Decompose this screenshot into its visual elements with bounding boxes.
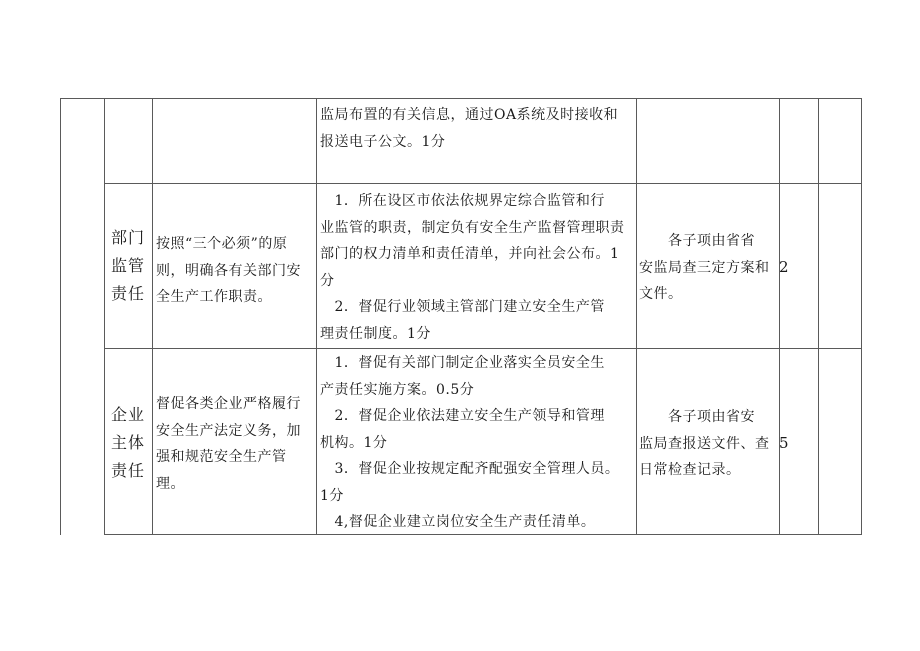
table-border-top xyxy=(60,98,862,99)
requirement-line: 督促各类企业严格履行 xyxy=(156,396,301,412)
requirement-cell xyxy=(156,391,301,497)
column-divider xyxy=(636,98,637,535)
category-line: 监管 xyxy=(111,256,146,275)
criteria-line: 部门的权力清单和责任清单，并向社会公布。1 xyxy=(320,246,620,262)
criteria-line: 机构。1分 xyxy=(320,434,388,451)
category-cell xyxy=(111,224,145,308)
score-cell: 2 xyxy=(779,258,790,276)
criteria-line: 理责任制度。1分 xyxy=(320,325,431,342)
criteria-line: 分 xyxy=(320,272,335,289)
requirement-line: 全生产工作职责。 xyxy=(156,289,272,305)
table-border-right xyxy=(861,98,862,535)
category-line: 责任 xyxy=(111,284,146,303)
criteria-line: 1分 xyxy=(320,487,344,504)
column-divider xyxy=(818,98,819,535)
criteria-cell xyxy=(320,350,619,536)
requirement-line: 则，明确各有关部门安 xyxy=(156,262,301,279)
method-cell xyxy=(639,404,770,484)
criteria-line: 2．督促企业依法建立安全生产领导和管理 xyxy=(320,408,605,424)
method-cell xyxy=(639,228,770,308)
method-line: 文件。 xyxy=(639,286,683,302)
category-line: 责任 xyxy=(111,461,146,480)
category-cell xyxy=(111,401,145,485)
requirement-line: 强和规范安全生产管 xyxy=(156,449,287,465)
row-divider xyxy=(104,348,862,349)
criteria-line: 监局布置的有关信息，通过OA系统及时接收和 xyxy=(320,107,619,123)
column-divider xyxy=(104,98,105,535)
requirement-line: 按照“三个必须”的原 xyxy=(156,236,288,252)
method-line: 各子项由省省 xyxy=(639,233,755,249)
method-line: 各子项由省安 xyxy=(639,409,755,425)
criteria-line: 3．督促企业按规定配齐配强安全管理人员。 xyxy=(320,461,620,477)
category-line: 部门 xyxy=(111,228,146,247)
row-divider xyxy=(104,183,862,184)
category-line: 企业 xyxy=(111,405,146,424)
column-divider xyxy=(152,98,153,535)
method-line: 日常检查记录。 xyxy=(639,462,741,478)
category-line: 主体 xyxy=(111,433,146,452)
column-divider xyxy=(779,98,780,535)
table-border-left xyxy=(60,98,61,535)
criteria-cell xyxy=(320,102,618,155)
requirement-line: 理。 xyxy=(156,475,185,492)
requirement-cell xyxy=(156,231,301,311)
criteria-line: 4,督促企业建立岗位安全生产责任清单。 xyxy=(320,514,596,530)
criteria-line: 1．所在设区市依法依规界定综合监管和行 xyxy=(320,193,605,209)
requirement-line: 安全生产法定义务，加 xyxy=(156,422,301,439)
criteria-line: 报送电子公文。1分 xyxy=(320,133,446,150)
score-cell: 5 xyxy=(779,434,790,452)
method-line: 安监局查三定方案和 xyxy=(639,259,770,276)
column-divider xyxy=(316,98,317,535)
criteria-line: 1．督促有关部门制定企业落实全员安全生 xyxy=(320,355,605,371)
criteria-line: 2．督促行业领域主管部门建立安全生产管 xyxy=(320,299,605,315)
method-line: 监局查报送文件、查 xyxy=(639,435,770,452)
criteria-line: 业监管的职责，制定负有安全生产监督管理职责 xyxy=(320,219,625,236)
criteria-line: 产责任实施方案。0.5分 xyxy=(320,381,475,398)
criteria-cell xyxy=(320,188,625,347)
